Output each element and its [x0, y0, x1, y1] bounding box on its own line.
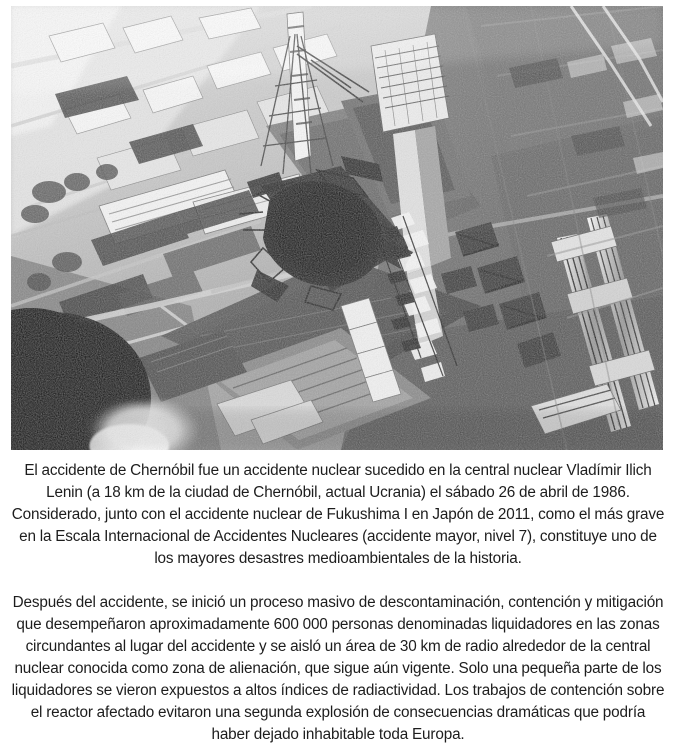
chernobyl-aerial-photo: [11, 6, 663, 450]
article-text-block: [10, 460, 666, 746]
article-paragraph-2: Después del accidente, se inició un proceso masivo de descontaminación, contención y mitigación que desempeñaron aproximadamente 600 000 personas denominadas liquidadores en las zonas circundantes al lugar del accidente y se aisló un área de 30 km de radio alrededor de la central nuclear conocida como zona de alienación, que sigue aún vigente. Solo una pequeña parte de los liquidadores se vieron expuestos a altos índices de radiactividad. Los trabajos de contención sobre el reactor afectado evitaron una segunda explosión de consecuencias dramáticas que podría haber dejado inhabitable toda Europa.: [11, 594, 665, 743]
chernobyl-aerial-photo-image: [11, 6, 663, 450]
article-paragraph-1: El accidente de Chernóbil fue un accidente nuclear sucedido en la central nuclear Vladímir Ilich Lenin (a 18 km de la ciudad de Chernóbil, actual Ucrania) el sábado 26 de abril de 1986. Considerado, junto con el accidente nuclear de Fukushima I en Japón de 2011, como el más grave en la Escala Internacional de Accidentes Nucleares (accidente mayor, nivel 7), constituye uno de los mayores desastres medioambientales de la historia.: [11, 462, 665, 567]
